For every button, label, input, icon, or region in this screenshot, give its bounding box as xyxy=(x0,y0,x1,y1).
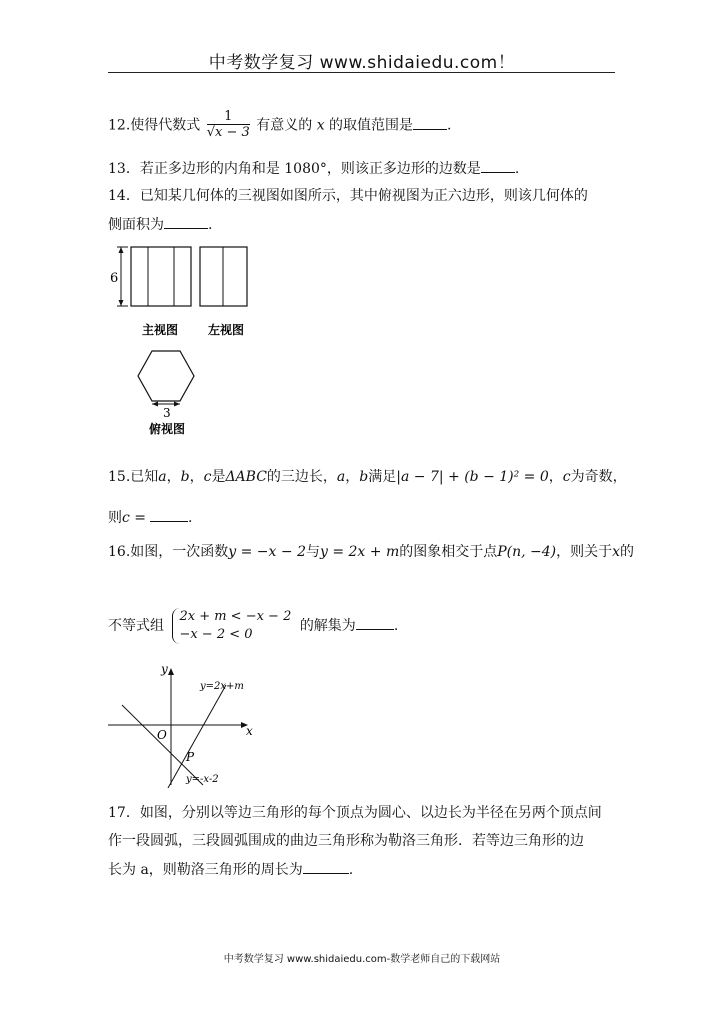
q15-sep3: ， xyxy=(345,469,360,485)
y-axis-label: y xyxy=(161,662,168,676)
q17-end: . xyxy=(348,862,354,878)
side-label: 3 xyxy=(163,406,171,420)
q12-mid: 有意义的 xyxy=(256,117,313,134)
q16-part4: 的 xyxy=(620,544,635,560)
y-axis-arrow xyxy=(168,668,174,675)
q12-end: . xyxy=(447,117,452,134)
q14-answer-blank xyxy=(164,214,208,229)
question-17-line-2: 作一段圆弧，三段圆弧围成的曲边三角形称为勒洛三角形．若等边三角形的边 xyxy=(108,833,584,849)
question-17-line-3 xyxy=(108,859,353,880)
front-view-rect xyxy=(131,247,191,306)
q15-triangle: ΔABC xyxy=(225,469,267,485)
function-graph-figure xyxy=(108,660,268,790)
q16-end: . xyxy=(393,618,399,634)
page-footer: 中考数学复习 www.shidaiedu.com-数学老师自己的下载网站 xyxy=(223,954,501,965)
line-1-label: y=2x+m xyxy=(200,681,244,692)
q15-end: . xyxy=(188,510,193,526)
side-arrow-left xyxy=(152,402,158,407)
height-arrow-top xyxy=(119,247,124,253)
q15-c: c xyxy=(203,469,212,485)
q15-c2: c xyxy=(562,469,571,485)
q16-inequality-system xyxy=(172,608,291,644)
q16-part3: ，则关于 xyxy=(556,544,613,560)
q16-with: 与 xyxy=(305,544,320,560)
q12-prefix: 12.使得代数式 xyxy=(108,117,201,134)
q12-fraction-numerator: 1 xyxy=(207,110,250,125)
line-y-2x-plus-m xyxy=(168,685,226,788)
x-axis-label: x xyxy=(246,724,253,738)
q16-point: P(n, −4) xyxy=(497,544,557,560)
q16-ineq-suffix: 的解集为 xyxy=(299,618,356,634)
question-12 xyxy=(108,110,452,141)
q16-ineq-prefix: 不等式组 xyxy=(108,618,164,634)
question-16-line-2 xyxy=(108,608,398,644)
q16-part2: 的图象相交于点 xyxy=(399,544,498,560)
q16-inequality-2: −x − 2 < 0 xyxy=(179,627,253,642)
header-rule xyxy=(108,72,615,73)
three-views-figure xyxy=(108,240,258,440)
line-2-label: y=-x-2 xyxy=(186,774,219,785)
q15-sep4: ， xyxy=(548,469,563,485)
question-15-line-2 xyxy=(108,507,192,528)
q16-function-1: y = −x − 2 xyxy=(228,544,306,560)
q16-part1: 16.如图，一次函数 xyxy=(108,544,229,560)
q15-a: a xyxy=(158,469,167,485)
q12-fraction-denominator: √x − 3 xyxy=(206,125,250,140)
q15-sep1: ， xyxy=(166,469,181,485)
q15-b: b xyxy=(180,469,190,485)
side-arrow-right xyxy=(174,402,180,407)
q15-part1: 15.已知 xyxy=(108,469,159,485)
q15-sep2: ， xyxy=(189,469,204,485)
q15-answer-blank xyxy=(150,507,188,522)
q15-equation: |a − 7| + (b − 1)² = 0 xyxy=(396,469,549,485)
q17-answer-blank xyxy=(303,859,349,874)
q16-var: x xyxy=(612,544,621,560)
height-label: 6 xyxy=(110,271,119,286)
question-14-line-2 xyxy=(108,214,212,235)
question-14-line-1: 14．已知某几何体的三视图如图所示，其中俯视图为正六边形，则该几何体的 xyxy=(108,188,588,204)
q16-inequality-1: 2x + m < −x − 2 xyxy=(179,609,292,624)
question-13 xyxy=(108,158,519,179)
q16-answer-blank xyxy=(356,615,394,630)
page-header: 中考数学复习 www.shidaiedu.com！ xyxy=(208,53,516,73)
q12-var: x xyxy=(316,117,325,134)
q16-function-2: y = 2x + m xyxy=(319,544,400,560)
q15-line2-prefix: 则 xyxy=(108,510,122,526)
q12-answer-blank xyxy=(413,115,447,130)
question-16-line-1 xyxy=(108,542,634,562)
q14-line2: 侧面积为 xyxy=(108,217,164,233)
q17-line3: 长为 a，则勒洛三角形的周长为 xyxy=(108,862,303,878)
point-p-label: P xyxy=(186,750,195,764)
q13-end: . xyxy=(514,161,520,177)
q15-a2: a xyxy=(336,469,346,485)
left-view-label: 左视图 xyxy=(208,323,245,337)
q14-end: . xyxy=(208,217,213,233)
front-view-label: 主视图 xyxy=(142,323,179,337)
q15-odd: 为奇数， xyxy=(570,469,627,485)
question-17-line-1: 17．如图，分别以等边三角形的每个顶点为圆心、以边长为半径在另两个顶点间 xyxy=(108,805,602,821)
q15-part2: 的三边长， xyxy=(266,469,337,485)
origin-label: O xyxy=(157,728,167,742)
top-view-label: 俯视图 xyxy=(149,422,186,436)
top-view-hexagon xyxy=(138,351,194,401)
q15-b2: b xyxy=(359,469,369,485)
height-arrow-bottom xyxy=(119,300,124,306)
q12-radicand: x − 3 xyxy=(215,125,250,140)
q12-fraction xyxy=(207,110,250,141)
q15-line2-var: c = xyxy=(122,510,147,526)
line-y-minus-x-minus-2 xyxy=(122,705,203,785)
q13-answer-blank xyxy=(481,158,515,173)
q12-suffix: 的取值范围是 xyxy=(329,117,414,134)
q15-is: 是 xyxy=(211,469,226,485)
question-15-line-1 xyxy=(108,467,627,487)
q13-text: 13．若正多边形的内角和是 1080°，则该正多边形的边数是 xyxy=(108,161,481,177)
q15-satisfy: 满足 xyxy=(368,469,397,485)
